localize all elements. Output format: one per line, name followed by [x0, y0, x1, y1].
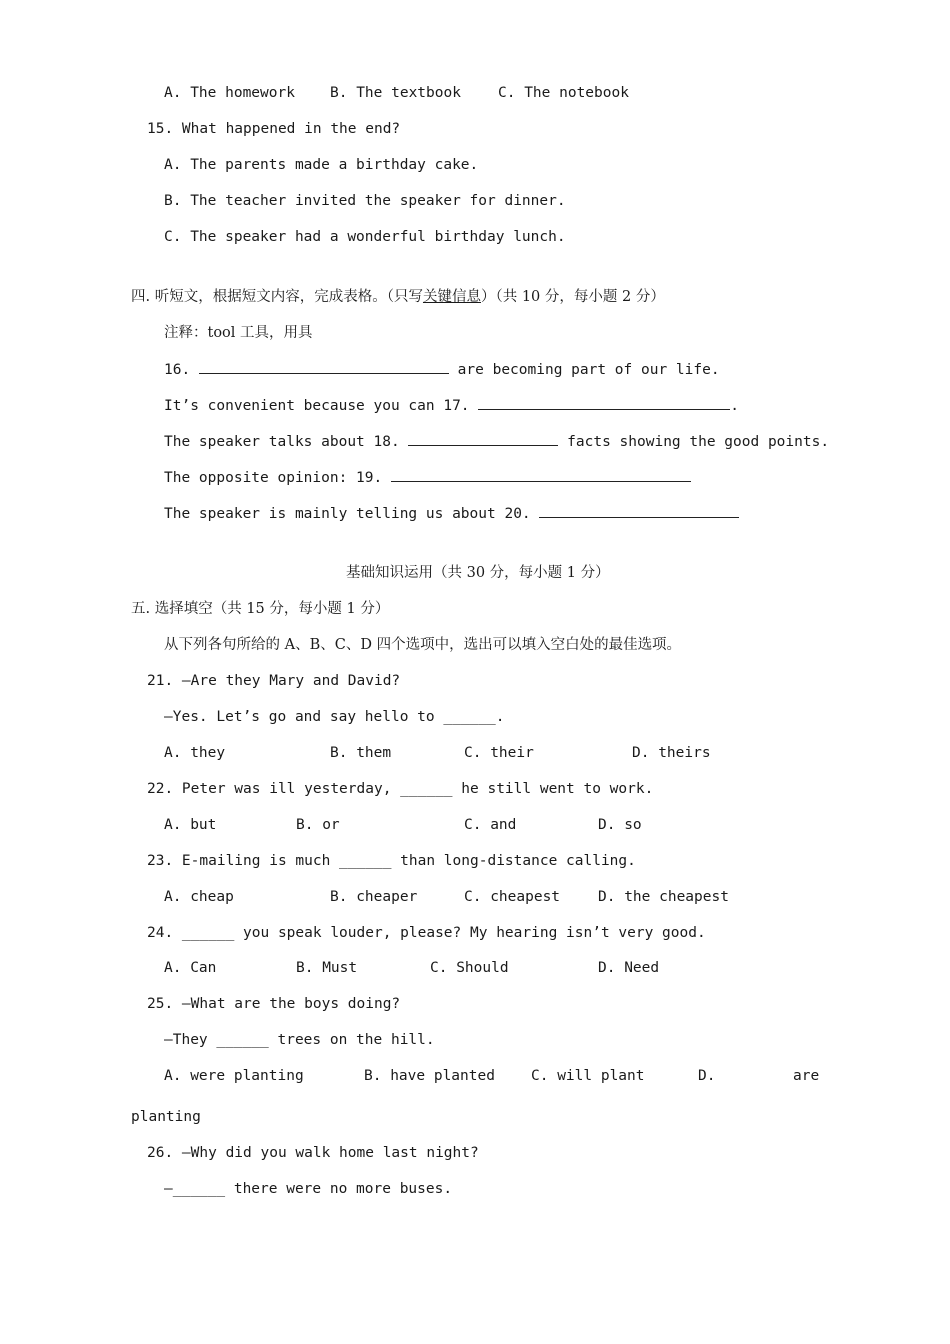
q23-stem: 23. E-mailing is much ______ than long-distance calling.: [147, 853, 636, 869]
q17-line: [164, 395, 739, 416]
q21-stem: 21. —Are they Mary and David?: [147, 673, 401, 689]
q23-option-c: C. cheapest: [464, 889, 561, 905]
section4-note: 注释：tool 工具，用具: [164, 325, 313, 341]
q25-option-a: A. were planting: [164, 1068, 304, 1084]
q17-text: It’s convenient because you can 17.: [164, 398, 470, 414]
section4-heading-post: ）（共 10 分，每小题 2 分）: [480, 289, 665, 305]
q22-option-a: A. but: [164, 817, 217, 833]
q19-text: The opposite opinion: 19.: [164, 470, 383, 486]
q16-text: are becoming part of our life.: [457, 362, 720, 378]
section5-heading: 五. 选择填空（共 15 分，每小题 1 分）: [131, 601, 390, 617]
q24-option-d: D. Need: [598, 960, 660, 976]
section4-heading-pre: 四. 听短文，根据短文内容，完成表格。（只写: [131, 289, 423, 305]
q21-option-b: B. them: [330, 745, 392, 761]
q18-text: The speaker talks about 18.: [164, 434, 400, 450]
q25-option-b: B. have planted: [364, 1068, 495, 1084]
q20-line: [164, 503, 739, 524]
q20-blank[interactable]: [539, 503, 739, 518]
q15-option-a: A. The parents made a birthday cake.: [164, 157, 479, 173]
q22-option-c: C. and: [464, 817, 517, 833]
q18-blank[interactable]: [408, 431, 558, 446]
section4-heading-key: 关键信息: [422, 289, 481, 305]
q16-blank[interactable]: [199, 359, 449, 374]
q22-stem: 22. Peter was ill yesterday, ______ he still went to work.: [147, 781, 654, 797]
part-title: 基础知识运用（共 30 分，每小题 1 分）: [346, 565, 610, 581]
q21-response: —Yes. Let’s go and say hello to ______.: [164, 709, 505, 725]
q15-option-b: B. The teacher invited the speaker for dinner.: [164, 193, 566, 209]
q24-option-b: B. Must: [296, 960, 358, 976]
q25-option-d-letter: D.: [698, 1068, 716, 1084]
q14-option-a: A. The homework: [164, 85, 295, 101]
section4-heading: [131, 287, 665, 307]
q22-option-d: D. so: [598, 817, 642, 833]
q19-blank[interactable]: [391, 467, 691, 482]
q26-response: —______ there were no more buses.: [164, 1181, 453, 1197]
q15-stem: 15. What happened in the end?: [147, 121, 401, 137]
q25-option-d-text: are: [793, 1068, 820, 1084]
q21-option-d: D. theirs: [632, 745, 711, 761]
q24-stem: 24. ______ you speak louder, please? My hearing isn’t very good.: [147, 925, 706, 941]
q14-option-b: B. The textbook: [330, 85, 461, 101]
q21-option-c: C. their: [464, 745, 534, 761]
q25-option-d-wrap: planting: [131, 1109, 201, 1125]
q17-blank[interactable]: [478, 395, 730, 410]
q16-line: [164, 359, 720, 380]
q16-number: 16.: [164, 362, 191, 378]
q18-line: [164, 431, 829, 452]
q25-response: —They ______ trees on the hill.: [164, 1032, 435, 1048]
q14-option-c: C. The notebook: [498, 85, 629, 101]
q22-option-b: B. or: [296, 817, 340, 833]
q21-option-a: A. they: [164, 745, 226, 761]
q24-option-a: A. Can: [164, 960, 217, 976]
section5-instruction: 从下列各句所给的 A、B、C、D 四个选项中，选出可以填入空白处的最佳选项。: [164, 637, 682, 653]
q24-option-c: C. Should: [430, 960, 509, 976]
q19-line: [164, 467, 691, 488]
q23-option-b: B. cheaper: [330, 889, 418, 905]
q25-option-c: C. will plant: [531, 1068, 645, 1084]
q23-option-d: D. the cheapest: [598, 889, 729, 905]
q26-stem: 26. —Why did you walk home last night?: [147, 1145, 479, 1161]
q23-option-a: A. cheap: [164, 889, 234, 905]
q20-text: The speaker is mainly telling us about 20.: [164, 506, 531, 522]
q18-text-post: facts showing the good points.: [567, 434, 830, 450]
q17-period: .: [730, 398, 740, 414]
q15-option-c: C. The speaker had a wonderful birthday lunch.: [164, 229, 566, 245]
q25-stem: 25. —What are the boys doing?: [147, 996, 401, 1012]
